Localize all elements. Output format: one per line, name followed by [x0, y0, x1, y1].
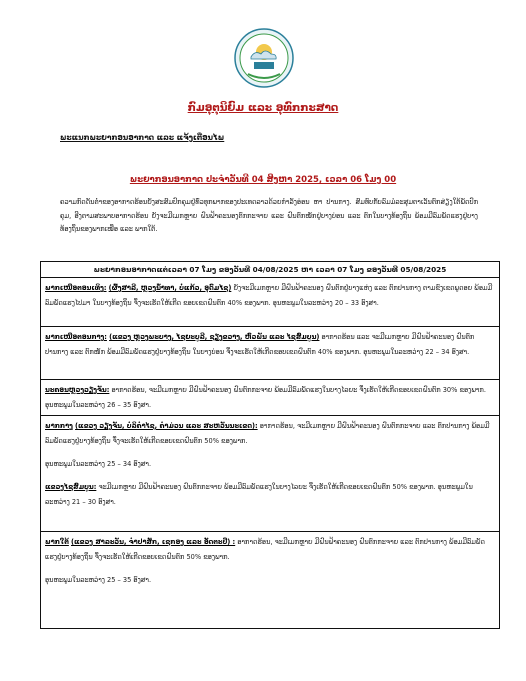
region-temperature: ອຸນຫະພູມໃນລະຫວ່າງ 26 – 35 ອົງສາ.: [45, 401, 152, 409]
forecast-table: [40, 261, 500, 629]
region-forecast: ອາກາດຮ້ອນ, ຈະມີເມກຫຼາຍ ມີຝົນຟ້າຄະນອງ ຝົນຕົກກະຈາຍ ແລະ ຕົກປານກາງ ພ້ອມມີລົມພັດແຮງຢູ່ບາງທ້ອງຖິ່ນ ຈຶ່ງຈະເຮັດໃຫ້ເກີດຂອບເຂດຝົນຕົກ 50% ຂອງພາກ.: [45, 538, 485, 561]
region-vientiane-capital: [41, 380, 499, 416]
region-forecast: ອາກາດຮ້ອນ, ຈະມີເມກຫຼາຍ ມີຝົນຟ້າຄະນອງ ຝົນຕົກກະຈາຍ ແລະ ຕົກປານກາງ ພ້ອມມີລົມພັດແຮງຢູ່ບາງທ້ອງຖິ່ນ ຈຶ່ງຈະເຮັດໃຫ້ເກີດຂອບເຂດຝົນຕົກ 50% ຂອງພາກ.: [45, 422, 490, 445]
region-central: [41, 416, 499, 532]
region-provinces: (ແຂວງ ສາລະວັນ, ຈຳປາສັກ, ເຊກອງ ແລະ ອັດຕະປື) :: [70, 538, 236, 546]
region-north-upper: [41, 278, 499, 327]
region-name: ພາກກາງ: [45, 422, 73, 430]
department-logo: [234, 28, 294, 88]
intro-paragraph: ຄວາມກົດດັນຕ່ຳຂອງອາກາດຮ້ອນຍັງສະສົມປົກຄຸມຢູ່ທົ່ວທຸກພາກຂອງປະເທດລາວດ້ວຍກຳລັງອ່ອນ ຫາ ປານກາງ. ສົມທົບກັບລົມມໍລະສຸມຕາເວັນຕົກສ່ຽງໃຕ້ພັດປົກຄຸມ, ອີງຕາມສະພາບອາກາດຮ້ອນ ຍັງຈະມີເມກຫຼາຍ ຝົນຟ້າຄະນອງຕົກກະຈາຍ ແລະ ຝົນຕົກໜັກຢູ່ບາງບ່ອນ ແລະ ຕົກໃນບາງທ້ອງຖິ່ນ ພ້ອມມີລົມພັດແຮງຢູ່ບາງທ້ອງຖິ່ນຂອງພາກເໜືອ ແລະ ພາກໃຕ້.: [60, 198, 478, 233]
sub-region-forecast: ຈະມີເມກຫຼາຍ ມີຝົນຟ້າຄະນອງ ຝົນຕົກກະຈາຍ ພ້ອມມີລົມພັດແຮງໃນບາງໄລຍະ ຈຶ່ງເຮັດໃຫ້ເກີດຂອບເຂດຝົນຕົກ 50% ຂອງພາກ. ອຸນຫະພູມໃນລະຫວ່າງ 21 – 30 ອົງສາ.: [45, 483, 473, 506]
department-name: ພະແນກພະຍາກອນອາກາດ ແລະ ແຈ້ງເຕືອນໄພ: [60, 133, 225, 142]
sub-region: [45, 480, 495, 510]
region-provinces: (ແຂວງ ວຽງຈັນ, ບໍລິຄຳໄຊ, ຄຳມ່ວນ ແລະ ສະຫວັນນະເຂດ):: [75, 422, 258, 430]
forecast-period: ພະຍາກອນອາກາດແຕ່ເວລາ 07 ໂມງ ຂອງວັນທີ 04/08/2025 ຫາ ເວລາ 07 ໂມງ ຂອງວັນທີ 05/08/2025: [41, 262, 499, 278]
region-name: ພາກເໜືອຕອນກາງ:: [45, 333, 107, 341]
region-forecast: ອາກາດຮ້ອນ ແລະ ຈະມີເມກຫຼາຍ ມີຝົນຟ້າຄະນອງ ຝົນຕົກປານກາງ ແລະ ຕົກໜັກ ພ້ອມມີລົມພັດແຮງຢູ່ບາງທ້ອງຖິ່ນ ໃນບາງບ່ອນ ຈຶ່ງຈະເຮັດໃຫ້ເກີດຂອບເຂດຝົນຕົກ 40% ຂອງພາກ.: [45, 333, 475, 356]
region-forecast: ອາກາດຮ້ອນ, ຈະມີເມກຫຼາຍ ມີຝົນຟ້າຄະນອງ ຝົນຕົກກະຈາຍ ພ້ອມມີລົມພັດແຮງໃນບາງໄລຍະ ຈຶ່ງເຮັດໃຫ້ເກີດຂອບເຂດຝົນຕົກ 30% ຂອງພາກ.: [111, 386, 486, 394]
region-temperature: ອຸນຫະພູມໃນລະຫວ່າງ 20 – 33 ອົງສາ.: [272, 299, 379, 307]
ministry-title: ກົມອຸຕຸນິຍົມ ແລະ ອຸທົກກະສາດ: [187, 102, 339, 114]
region-name: ພາກໃຕ້: [45, 538, 69, 546]
forecast-headline: ພະຍາກອນອາກາດ ປະຈຳວັນທີ 04 ສິງຫາ 2025, ເວລາ 06 ໂມງ 00: [129, 175, 397, 185]
region-name: ພາກເໜືອຕອນເທິງ:: [45, 284, 107, 292]
sub-region-name: ແຂວງໄຊສົມບູນ:: [45, 483, 97, 491]
region-name: ນະຄອນຫຼວງວຽງຈັນ:: [45, 386, 110, 394]
region-south: [41, 532, 499, 629]
region-provinces: (ຜົ້ງສາລີ, ຫຼວງນ້ຳທາ, ບໍ່ແກ້ວ, ອຸດົມໄຊ): [108, 284, 232, 292]
region-temperature: ອຸນຫະພູມໃນລະຫວ່າງ 25 – 35 ອົງສາ.: [45, 576, 152, 584]
region-temperature: ອຸນຫະພູມໃນລະຫວ່າງ 22 – 34 ອົງສາ.: [363, 348, 470, 356]
region-temperature: ອຸນຫະພູມໃນລະຫວ່າງ 25 – 34 ອົງສາ.: [45, 460, 152, 468]
region-north-central: [41, 327, 499, 380]
region-forecast: ຍັງຈະມີເມກຫຼາຍ ມີຝົນຟ້າຄະນອງ ຝົນຕົກຢູ່ບາງແຫ່ງ ແລະ ຕົກປານກາງ ຕາມຂົງເຂດພູດອຍ ພ້ອມມີລົມພັດແຮງໄປມາ ໃນບາງທ້ອງຖິ່ນ ຈຶ່ງຈະເຮັດໃຫ້ເກີດ ຂອບເຂດຝົນຕົກ 40% ຂອງພາກ.: [45, 284, 493, 307]
region-provinces: (ແຂວງ ຫຼວງພະບາງ, ໄຊຍະບູລີ, ຊຽງຂວາງ, ຫົວພັນ ແລະ ໄຊສົມບູນ): [109, 333, 320, 341]
